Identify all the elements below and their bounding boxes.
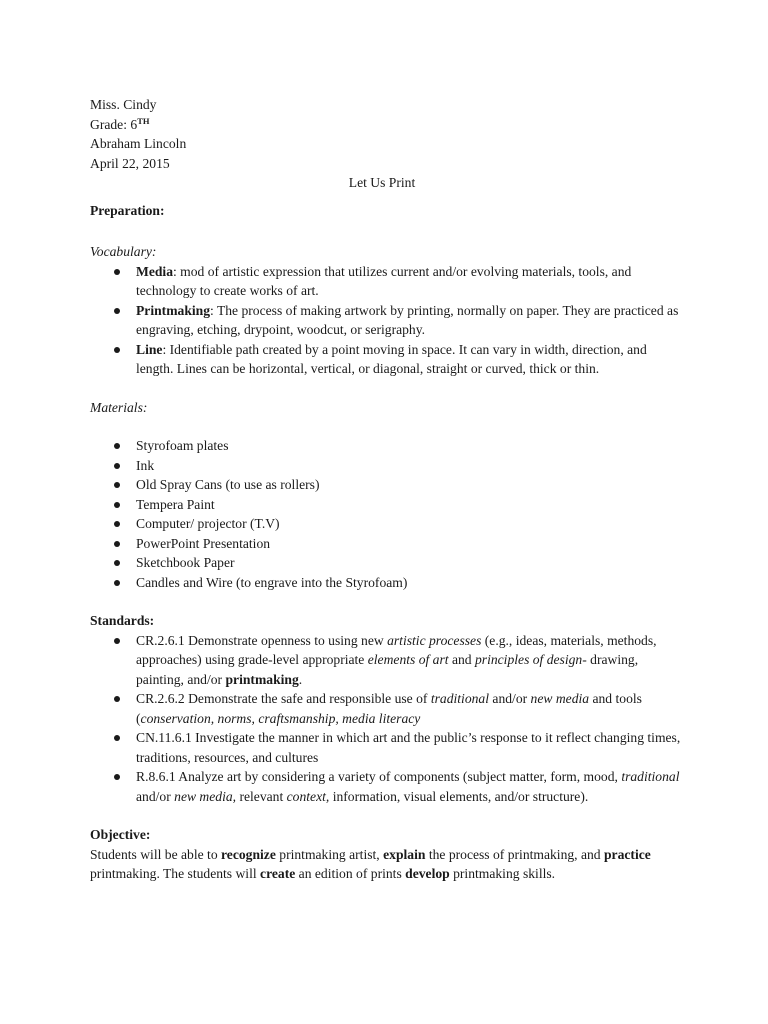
material-item: Computer/ projector (T.V) [90, 514, 680, 534]
vocabulary-item [90, 301, 680, 340]
material-item: Ink [90, 456, 680, 476]
vocabulary-definition: : Identifiable path created by a point moving in space. It can vary in width, direction, and length. Lines can be horizontal, vertical, or diagonal, straight or curved, thick or thin. [136, 341, 647, 376]
vocabulary-term: Media [136, 263, 173, 279]
vocabulary-list [90, 262, 680, 379]
standards-list [90, 631, 680, 807]
vocabulary-definition: : mod of artistic expression that utilizes current and/or evolving materials, tools, and technology to create works of art. [136, 263, 632, 298]
teacher-name: Miss. Cindy [90, 97, 157, 112]
material-item: Candles and Wire (to engrave into the Styrofoam) [90, 573, 680, 593]
vocabulary-item [90, 262, 680, 301]
vocabulary-term: Line [136, 341, 163, 357]
standard-item: CR.2.6.2 Demonstrate the safe and responsible use of traditional and/or new media and tools (conservation, norms, craftsmanship, media literacy [90, 689, 680, 728]
material-item: Styrofoam plates [90, 436, 680, 456]
standard-item: CR.2.6.1 Demonstrate openness to using new artistic processes (e.g., ideas, materials, methods, approaches) using grade-level appropriate elements of art and principles of design- drawing, painting, and/or printmaking. [90, 631, 680, 690]
standard-item: CN.11.6.1 Investigate the manner in which art and the public’s response to it reflect changing times, traditions, resources, and cultures [90, 728, 680, 767]
grade-line [90, 115, 680, 135]
standard-item: R.8.6.1 Analyze art by considering a variety of components (subject matter, form, mood, traditional and/or new media, relevant context, information, visual elements, and/or structure). [90, 767, 680, 806]
material-item: Tempera Paint [90, 495, 680, 515]
vocabulary-definition: : The process of making artwork by printing, normally on paper. They are practiced as engraving, etching, drypoint, woodcut, or serigraphy. [136, 302, 679, 337]
objective-text: Students will be able to recognize printmaking artist, explain the process of printmaking, and practice printmaking. The students will create an edition of prints develop printmaking skills. [90, 846, 651, 881]
grade-superscript: TH [137, 115, 150, 126]
material-item: Sketchbook Paper [90, 553, 680, 573]
preparation-heading: Preparation: [90, 202, 165, 218]
document-page [90, 95, 680, 884]
lesson-title: Let Us Print [348, 175, 416, 190]
material-item: Old Spray Cans (to use as rollers) [90, 475, 680, 495]
standards-heading: Standards: [90, 613, 155, 628]
vocabulary-term: Printmaking [136, 302, 211, 318]
materials-heading: Materials: [90, 399, 148, 415]
objective-heading: Objective: [90, 827, 151, 842]
school-name: Abraham Lincoln [90, 136, 187, 151]
grade-text: Grade: 6 [90, 116, 138, 132]
vocabulary-item [90, 340, 680, 379]
materials-list [90, 436, 680, 592]
material-item: PowerPoint Presentation [90, 534, 680, 554]
lesson-date: April 22, 2015 [90, 155, 170, 171]
vocabulary-heading: Vocabulary: [90, 244, 157, 259]
